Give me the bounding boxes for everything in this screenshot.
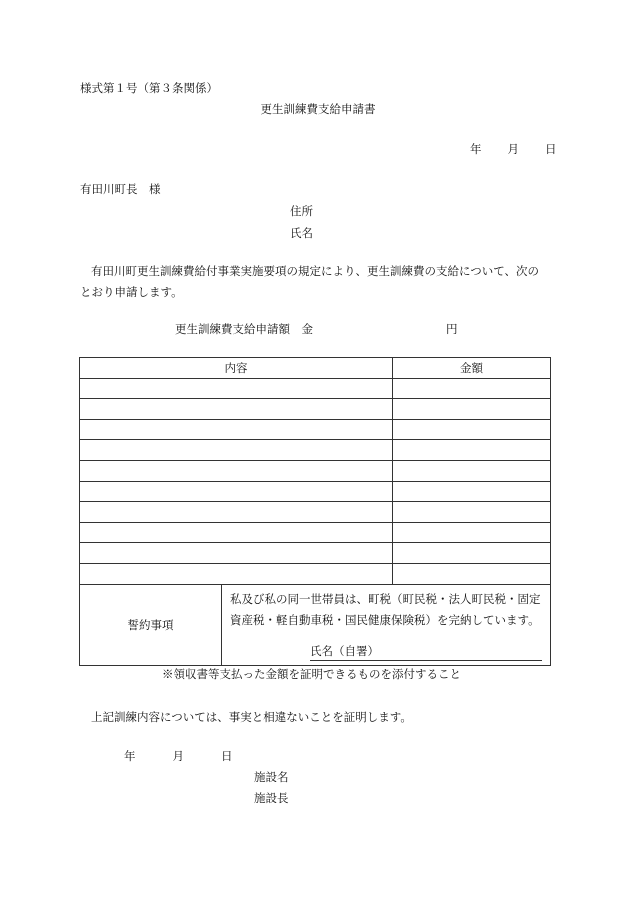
document-title: 更生訓練費支給申請書 bbox=[260, 102, 376, 116]
certification-text: 上記訓練内容については、事実と相違ないことを証明します。 bbox=[91, 710, 412, 724]
date-day: 日 bbox=[545, 142, 557, 156]
row-amount-cell[interactable] bbox=[393, 440, 551, 461]
pledge-cell bbox=[222, 584, 551, 665]
row-amount-cell[interactable] bbox=[393, 502, 551, 523]
application-body-text: 有田川町更生訓練費給付事業実施要項の規定により、更生訓練費の支給について、次のとおり申請します。 bbox=[80, 264, 540, 299]
row-content-cell[interactable] bbox=[80, 460, 393, 481]
row-amount-cell[interactable] bbox=[393, 543, 551, 564]
row-content-cell[interactable] bbox=[80, 419, 393, 440]
amount-unit: 円 bbox=[446, 322, 458, 336]
row-amount-cell[interactable] bbox=[393, 563, 551, 584]
form-number: 様式第１号（第３条関係） bbox=[80, 81, 218, 95]
signature-label: 氏名（自署） bbox=[310, 643, 379, 658]
amount-label: 更生訓練費支給申請額 金 bbox=[175, 322, 313, 336]
table-body bbox=[80, 378, 551, 584]
cert-date-year: 年 bbox=[124, 749, 136, 763]
applicant-name-label: 氏名 bbox=[290, 226, 313, 240]
table-row bbox=[80, 481, 551, 502]
row-amount-cell[interactable] bbox=[393, 419, 551, 440]
applicant-address-label: 住所 bbox=[290, 204, 313, 218]
facility-name-label: 施設名 bbox=[254, 770, 289, 784]
row-content-cell[interactable] bbox=[80, 563, 393, 584]
table-row bbox=[80, 543, 551, 564]
cert-date-month: 月 bbox=[172, 749, 184, 763]
table-row bbox=[80, 378, 551, 399]
receipt-note: ※領収書等支払った金額を証明できるものを添付すること bbox=[162, 667, 461, 681]
row-amount-cell[interactable] bbox=[393, 481, 551, 502]
application-date bbox=[470, 142, 557, 156]
row-amount-cell[interactable] bbox=[393, 399, 551, 420]
row-content-cell[interactable] bbox=[80, 440, 393, 461]
addressee: 有田川町長 様 bbox=[80, 182, 161, 196]
row-content-cell[interactable] bbox=[80, 399, 393, 420]
pledge-text: 私及び私の同一世帯員は、町税（町民税・法人町民税・固定資産税・軽自動車税・国民健康保険税）を完納しています。 bbox=[230, 591, 541, 627]
pledge-label: 誓約事項 bbox=[80, 584, 222, 665]
header-amount: 金額 bbox=[393, 358, 551, 379]
row-content-cell[interactable] bbox=[80, 481, 393, 502]
training-expense-table bbox=[79, 357, 551, 666]
table-row bbox=[80, 460, 551, 481]
table-row bbox=[80, 419, 551, 440]
pledge-row bbox=[80, 584, 551, 665]
row-amount-cell[interactable] bbox=[393, 460, 551, 481]
facility-head-label: 施設長 bbox=[254, 791, 289, 805]
header-content: 内容 bbox=[80, 358, 393, 379]
row-amount-cell[interactable] bbox=[393, 378, 551, 399]
table-row bbox=[80, 440, 551, 461]
row-content-cell[interactable] bbox=[80, 543, 393, 564]
date-month: 月 bbox=[507, 142, 519, 156]
table-header-row bbox=[80, 358, 551, 379]
cert-date-day: 日 bbox=[221, 749, 233, 763]
table-row bbox=[80, 399, 551, 420]
date-year: 年 bbox=[470, 142, 482, 156]
row-content-cell[interactable] bbox=[80, 502, 393, 523]
signature-field[interactable] bbox=[310, 644, 542, 661]
table-row bbox=[80, 502, 551, 523]
row-content-cell[interactable] bbox=[80, 522, 393, 543]
row-amount-cell[interactable] bbox=[393, 522, 551, 543]
row-content-cell[interactable] bbox=[80, 378, 393, 399]
certification-date bbox=[124, 749, 233, 763]
table-row bbox=[80, 522, 551, 543]
table-row bbox=[80, 563, 551, 584]
